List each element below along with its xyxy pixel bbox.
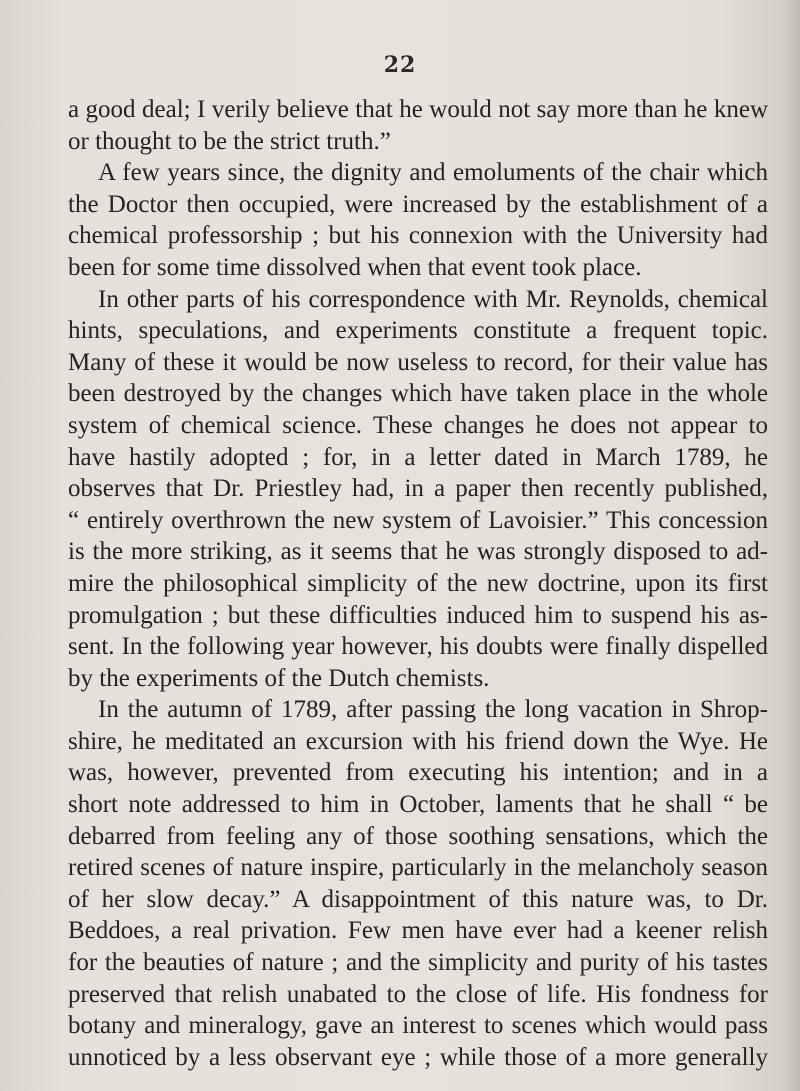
text-line: short note addressed to him in October, laments that he shall “ be	[68, 791, 768, 819]
text-line: have hastily adopted ; for, in a letter dated in March 1789, he	[68, 443, 768, 471]
text-line: promulgation ; but these difficulties induced him to suspend his as-	[68, 601, 768, 629]
text-line: botany and mineralogy, gave an interest to scenes which would pass	[68, 1012, 768, 1040]
text-line: In other parts of his correspondence with Mr. Reynolds, chemical	[98, 285, 768, 313]
text-line: system of chemical science. These changes he does not appear to	[68, 411, 768, 439]
text-line: observes that Dr. Priestley had, in a paper then recently published,	[68, 475, 768, 503]
text-line: been for some time dissolved when that event took place.	[68, 253, 642, 281]
text-line: A few years since, the dignity and emoluments of the chair which	[98, 159, 768, 187]
text-line: chemical professorship ; but his connexion with the University had	[68, 222, 768, 250]
text-line: hints, speculations, and experiments constitute a frequent topic.	[68, 317, 768, 345]
text-line: In the autumn of 1789, after passing the long vacation in Shrop-	[98, 696, 768, 724]
text-line: debarred from feeling any of those soothing sensations, which the	[68, 822, 768, 850]
text-line: or thought to be the strict truth.”	[68, 127, 391, 155]
text-line: been destroyed by the changes which have taken place in the whole	[68, 380, 768, 408]
text-line: for the beauties of nature ; and the simplicity and purity of his tastes	[68, 949, 768, 977]
text-line: shire, he meditated an excursion with his friend down the Wye. He	[68, 727, 768, 755]
text-line: preserved that relish unabated to the close of life. His fondness for	[68, 980, 768, 1008]
text-line: of her slow decay.” A disappointment of this nature was, to Dr.	[68, 885, 768, 913]
text-line: Many of these it would be now useless to record, for their value has	[68, 348, 768, 376]
text-line: by the experiments of the Dutch chemists.	[68, 664, 490, 692]
text-line: unnoticed by a less observant eye ; while those of a more generally	[68, 1043, 768, 1071]
text-line: the Doctor then occupied, were increased by the establishment of a	[68, 190, 768, 218]
page-edge-shadow	[784, 0, 800, 1091]
text-line: sent. In the following year however, his doubts were finally dispelled	[68, 633, 768, 661]
text-line: retired scenes of nature inspire, particularly in the melancholy season	[68, 854, 768, 882]
text-line: was, however, prevented from executing his intention; and in a	[68, 759, 768, 787]
text-line: is the more striking, as it seems that he was strongly disposed to ad-	[68, 538, 768, 566]
body-text	[68, 94, 768, 1073]
page-number: 22	[383, 52, 417, 78]
text-line: mire the philosophical simplicity of the new doctrine, upon its first	[68, 569, 768, 597]
text-line: “ entirely overthrown the new system of Lavoisier.” This concession	[68, 506, 768, 534]
text-line: Beddoes, a real privation. Few men have ever had a keener relish	[68, 917, 768, 945]
text-line: a good deal; I verily believe that he would not say more than he knew	[68, 96, 768, 123]
